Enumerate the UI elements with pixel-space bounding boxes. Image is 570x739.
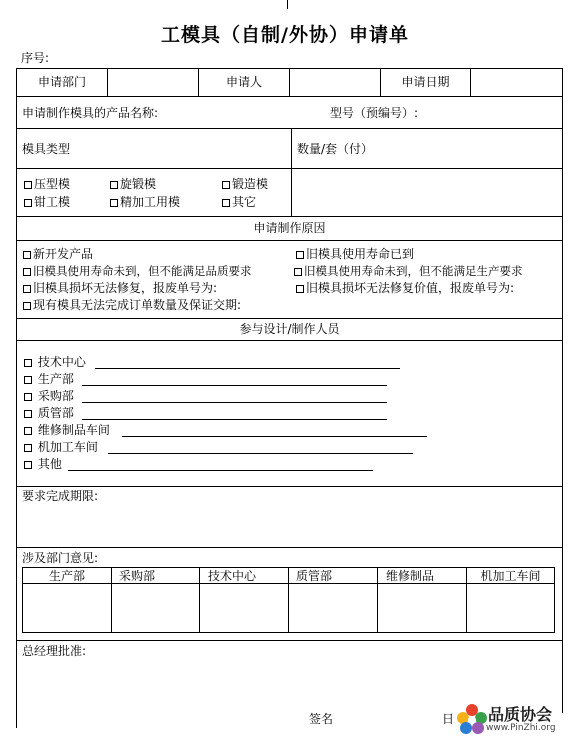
participant-line[interactable]	[82, 402, 387, 403]
checkbox-icon[interactable]	[296, 251, 304, 259]
reason-header: 申请制作原因	[253, 221, 326, 235]
page-title: 工模具（自制/外协）申请单	[161, 24, 409, 46]
mold-type-label: 模具类型	[22, 142, 71, 156]
participant-line[interactable]	[68, 470, 373, 471]
checkbox-icon[interactable]	[110, 181, 118, 189]
participant-line[interactable]	[82, 419, 387, 420]
participant-item[interactable]: 技术中心	[24, 355, 86, 369]
checkbox-icon[interactable]	[23, 302, 31, 310]
opinion-cell[interactable]	[200, 584, 287, 631]
mold-type-option[interactable]: 压型模	[24, 177, 70, 191]
reason-option[interactable]: 旧模具损坏无法修复价值，报废单号为:	[296, 281, 514, 295]
checkbox-icon[interactable]	[23, 251, 31, 259]
opinion-dept-header: 维修制品	[385, 569, 434, 583]
deadline-field[interactable]	[18, 505, 561, 545]
participant-item[interactable]: 其他	[24, 457, 62, 471]
checkbox-icon[interactable]	[24, 461, 32, 469]
mold-type-option[interactable]: 锻造模	[222, 177, 268, 191]
opinion-cell[interactable]	[112, 584, 198, 631]
checkbox-icon[interactable]	[24, 393, 32, 401]
date-partial-label: 日	[442, 712, 455, 726]
date-label: 申请日期	[401, 75, 450, 89]
watermark-brand: 品质协会	[488, 705, 553, 724]
checkbox-icon[interactable]	[23, 268, 31, 276]
checkbox-icon[interactable]	[24, 181, 32, 189]
opinion-dept-header: 采购部	[118, 569, 155, 583]
reason-option[interactable]: 新开发产品	[23, 247, 93, 261]
top-tick	[287, 0, 288, 9]
checkbox-icon[interactable]	[222, 181, 230, 189]
reason-option[interactable]: 旧模具损坏无法修复，报废单号为:	[23, 281, 217, 295]
gm-approval-label: 总经理批准:	[22, 644, 87, 658]
mold-type-option[interactable]: 钳工模	[24, 195, 70, 209]
participant-item[interactable]: 质管部	[24, 406, 74, 420]
checkbox-icon[interactable]	[296, 285, 304, 293]
participant-item[interactable]: 维修制品车间	[24, 423, 110, 437]
checkbox-icon[interactable]	[24, 444, 32, 452]
watermark-url: www.PinZhi.org	[486, 723, 556, 733]
checkbox-icon[interactable]	[222, 199, 230, 207]
reason-option[interactable]: 旧模具使用寿命未到，但不能满足生产要求	[294, 264, 523, 278]
checkbox-icon[interactable]	[110, 199, 118, 207]
dept-field[interactable]	[109, 70, 197, 95]
opinion-cell[interactable]	[467, 584, 553, 631]
reason-option[interactable]: 旧模具使用寿命未到，但不能满足品质要求	[23, 264, 252, 278]
opinion-dept-header: 生产部	[48, 569, 85, 583]
checkbox-icon[interactable]	[24, 359, 32, 367]
checkbox-icon[interactable]	[24, 376, 32, 384]
opinion-label: 涉及部门意见:	[22, 551, 99, 565]
participant-item[interactable]: 采购部	[24, 389, 74, 403]
mold-type-option[interactable]: 精加工用模	[110, 195, 180, 209]
signature-label: 签名	[309, 712, 334, 726]
checkbox-icon[interactable]	[294, 268, 302, 276]
mold-type-option[interactable]: 其它	[222, 195, 256, 209]
mold-type-option[interactable]: 旋锻模	[110, 177, 156, 191]
participant-line[interactable]	[108, 453, 413, 454]
participant-item[interactable]: 机加工车间	[24, 440, 98, 454]
participant-line[interactable]	[122, 436, 427, 437]
dept-label: 申请部门	[37, 75, 86, 89]
checkbox-icon[interactable]	[24, 410, 32, 418]
opinion-cell[interactable]	[23, 584, 110, 631]
participant-line[interactable]	[95, 368, 400, 369]
participant-line[interactable]	[82, 385, 387, 386]
opinion-dept-header: 技术中心	[207, 569, 256, 583]
checkbox-icon[interactable]	[24, 199, 32, 207]
opinion-dept-header: 质管部	[295, 569, 332, 583]
flower-logo-icon	[452, 699, 492, 739]
checkbox-icon[interactable]	[24, 427, 32, 435]
opinion-cell[interactable]	[289, 584, 376, 631]
applicant-label: 申请人	[225, 75, 262, 89]
serial-label: 序号:	[21, 51, 50, 65]
reason-option[interactable]: 旧模具使用寿命已到	[296, 247, 414, 261]
deadline-label: 要求完成期限:	[22, 489, 99, 503]
checkbox-icon[interactable]	[23, 285, 31, 293]
participants-header: 参与设计/制作人员	[239, 322, 340, 336]
reason-option[interactable]: 现有模具无法完成订单数量及保证交期:	[23, 298, 241, 312]
opinion-cell[interactable]	[378, 584, 465, 631]
participant-item[interactable]: 生产部	[24, 372, 74, 386]
applicant-field[interactable]	[291, 70, 379, 95]
watermark-logo	[452, 699, 570, 739]
quantity-label: 数量/套（付）	[297, 142, 374, 156]
model-label: 型号（预编号）:	[330, 106, 419, 120]
date-field[interactable]	[472, 70, 561, 95]
product-name-label: 申请制作模具的产品名称:	[22, 106, 159, 120]
opinion-dept-header: 机加工车间	[480, 569, 541, 583]
